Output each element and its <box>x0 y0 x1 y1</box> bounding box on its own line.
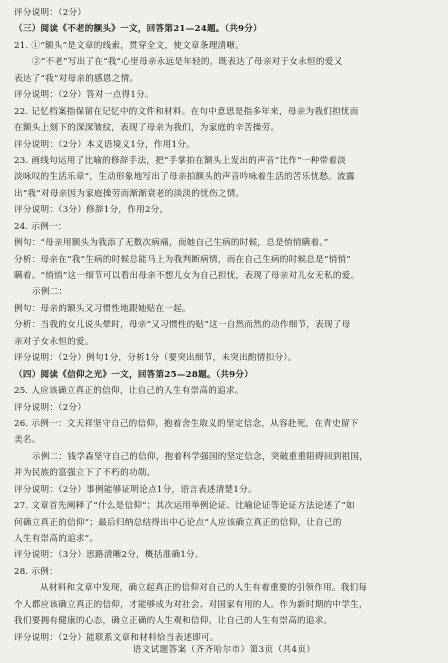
answer-21: 21. ①“额头”是文章的线索，贯穿全文，使文章条理清晰。 <box>14 40 245 51</box>
scoring-note: 评分说明：（2分） <box>14 8 87 18</box>
answer-24-example1-analysis: 分析：母亲在“我”生病的时候总能马上为我判断病情，而在自己生病的时候总是“悄悄” <box>14 254 351 265</box>
answer-21-part2-cont: 表达了“我”对母亲的感恩之情。 <box>14 73 139 84</box>
answer-24-example1-analysis-cont: 瞒着。“悄悄”这一细节可以看出母亲不想儿女为自己担忧，表现了母亲对儿女无私的爱。 <box>14 271 360 281</box>
answer-25: 25. 人应该确立真正的信仰，让自己的人生有崇高的追求。 <box>14 386 244 397</box>
answer-28: 28. 示例： <box>14 566 58 577</box>
answer-22-cont: 在额头上刻下的深深皱纹，表现了母亲为我们，为家庭的辛苦操劳。 <box>14 123 280 134</box>
page-footer: 语文试题答案（齐齐哈尔市）第3页（共4页） <box>132 645 316 655</box>
scoring-note: 评分说明：（2分） <box>14 402 87 413</box>
answer-28-paragraph-cont: 我们要拥有健康的心态，确立正确的人生观和信仰，让自己的人生有崇高的追求。 <box>14 616 333 627</box>
scoring-note: 评分说明：（2分）答对一点得1分。 <box>14 90 154 101</box>
answer-24-example2-analysis-cont: 亲对子女永恒的爱。 <box>14 336 94 347</box>
scoring-note: 评分说明：（2分）例句1分，分析1分（要突出细节，未突出酌情扣分）。 <box>14 353 297 364</box>
answer-28-paragraph-cont: 个人都应该确立真正的信仰，才能够成为对社会、对国家有用的人。作为新时期的中学生， <box>14 599 368 610</box>
answer-23: 23. 画线句运用了比喻的修辞手法，把“手掌拍在额头上发出的声音”比作“一种带着淡 <box>14 155 347 166</box>
answer-27: 27. 文章首先阐释了“什么是信仰”；其次运用举例论证、比喻论证等论证方法论述了“如 <box>14 501 355 512</box>
scoring-note: 评分说明：（2分）事例能够证明论点1分，语言表述清楚1分。 <box>14 484 257 495</box>
answer-24-example2-sentence: 例句：母亲的额头又习惯性地跟她贴在一起。 <box>14 303 191 314</box>
answer-27-cont: 人生有崇高的追求”。 <box>14 534 99 544</box>
scoring-note: 评分说明：（3分）修辞1分，作用2分。 <box>14 205 169 216</box>
answer-26: 26. 示例一：文天祥坚守自己的信仰，抱着舍生取义的坚定信念，从容赴死，在青史留下 <box>14 418 359 429</box>
answer-23-cont: 淡咏叹的生活乐章”，生动形象地写出了母亲拍额头的声音吟咏着生活的苦乐忧愁。流露 <box>14 172 355 183</box>
scoring-note: 评分说明：（3分）思路清晰2分，概括准确1分。 <box>14 550 204 561</box>
section-heading-4: （四）阅读《信仰之光》一文，回答第25—28题。（共9分） <box>14 369 254 380</box>
answer-24: 24. 示例一： <box>14 221 67 232</box>
scoring-note: 评分说明：（2分）能联系文章和材料恰当表述即可。 <box>14 632 219 643</box>
answer-26-example2: 示例二：钱学森坚守自己的信仰，抱着科学强国的坚定信念，突破重重阻碍回到祖国， <box>32 451 369 462</box>
section-heading-3: （三）阅读《不老的额头》一文，回答第21—24题。（共9分） <box>14 24 262 35</box>
answer-27-cont: 何确立真正的信仰”；最后归纳总结得出中心论点“人应该确立真正的信仰，让自己的 <box>14 517 342 528</box>
answer-24-example1-sentence: 例句：“母亲用额头为我添了无数次病痛，而她自己生病的时候，总是悄悄瞒着。” <box>14 238 329 249</box>
answer-24-example2-label: 示例二： <box>32 287 68 298</box>
answer-24-example2-analysis: 分析：当我的女儿说头晕时，母亲“又习惯性的贴”这一自然而然的动作细节，表现了母 <box>14 320 351 331</box>
answer-26-example2-cont: 并为民族的富强立下了不朽的功勋。 <box>14 468 156 479</box>
answer-21-part2: ②“不老”写出了在“我”心里母亲永远是年轻的，既表达了母亲对于女永恒的爱又 <box>32 57 343 68</box>
answer-23-cont: 出“我”对母亲因为家庭操劳而渐渐衰老的淡淡的忧伤之情。 <box>14 188 245 199</box>
scoring-note: 评分说明：（2分）本义语境义1分，作用1分。 <box>14 139 195 150</box>
answer-22: 22. 记忆档案指保留在记忆中的文件和材料。在句中意思是指多年来，母亲为我们担忧而 <box>14 106 359 117</box>
answer-28-paragraph: 从材料和文章中发现，确立起真正的信仰对自己的人生有着重要的引领作用。我们每 <box>40 583 368 594</box>
answer-26-cont: 美名。 <box>14 435 41 446</box>
